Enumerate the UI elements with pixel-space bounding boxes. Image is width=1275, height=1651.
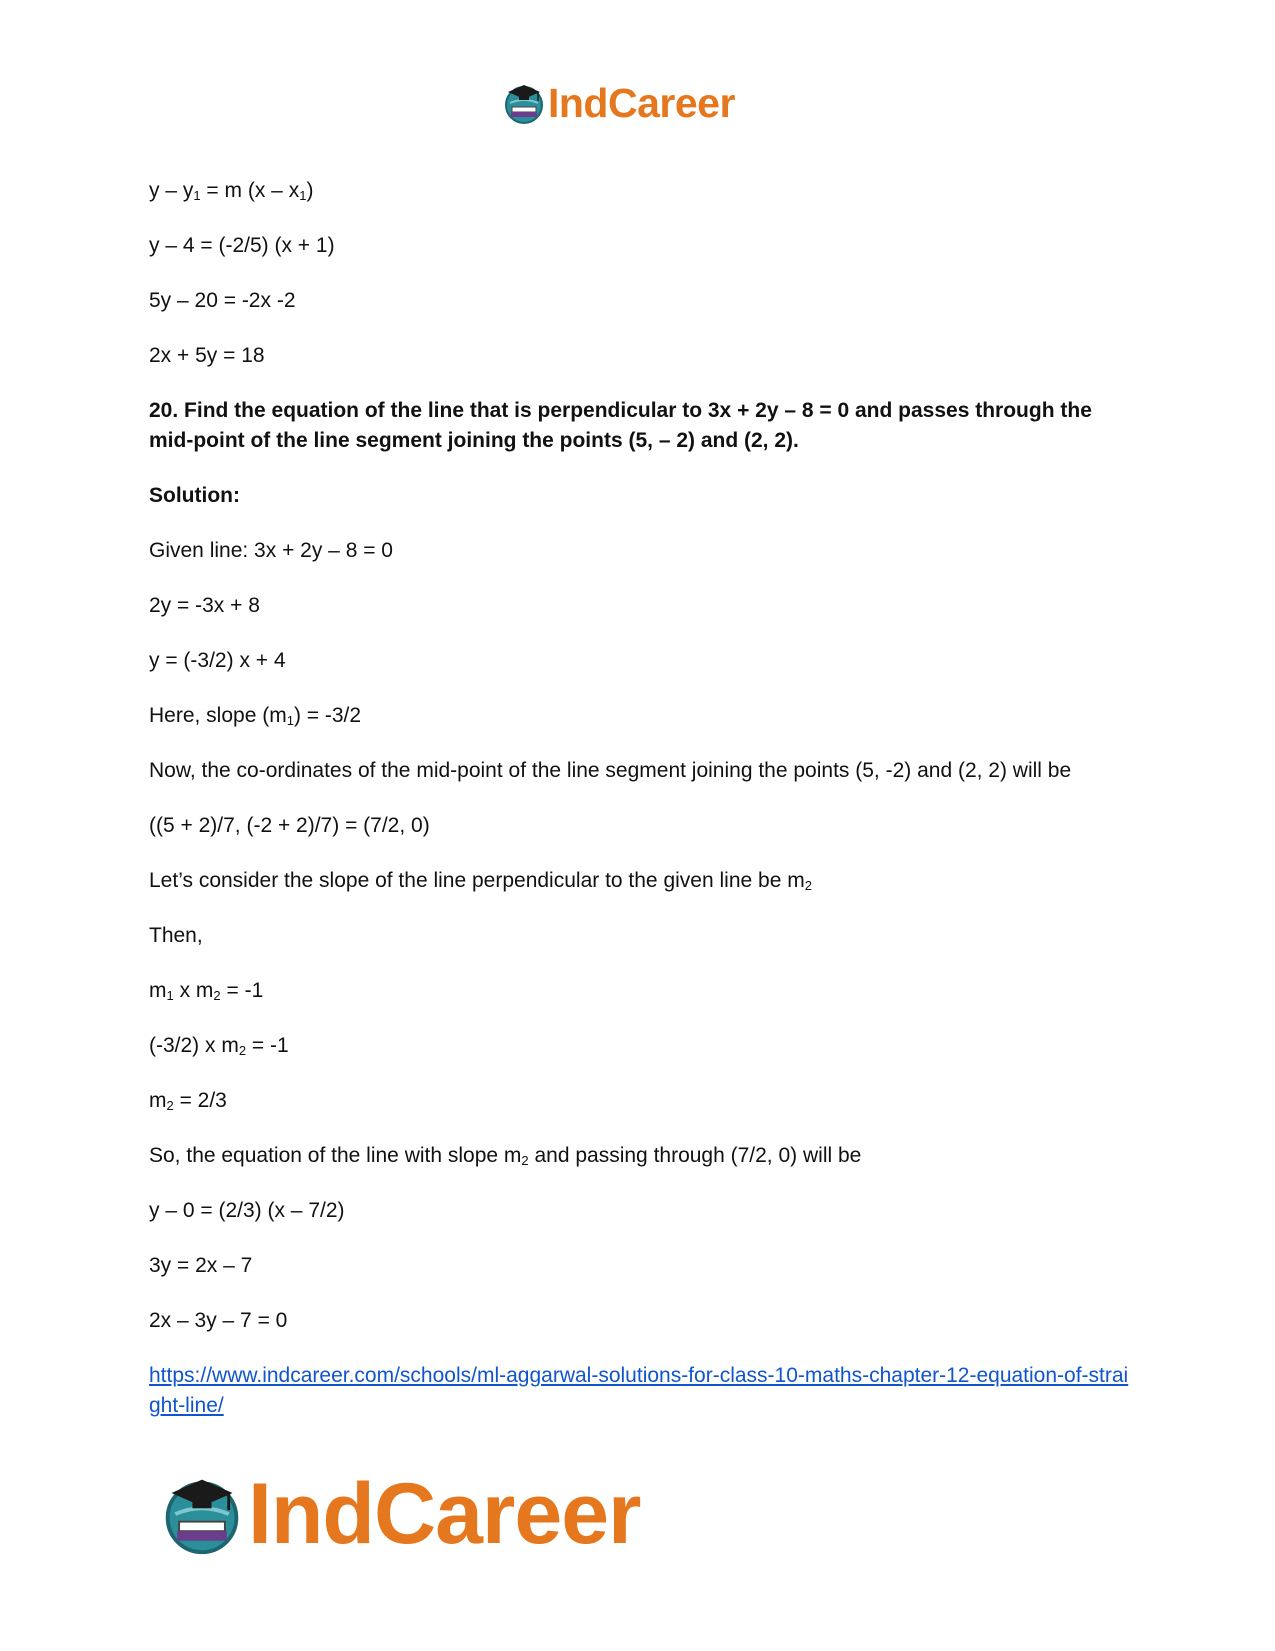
equation-line: 3y = 2x – 7	[149, 1254, 253, 1277]
equation-line: ((5 + 2)/7, (-2 + 2)/7) = (7/2, 0)	[149, 814, 430, 837]
globe-graduation-cap-book-icon	[160, 1472, 244, 1556]
equation-line: Here, slope $(m_1) = -3/2$	[149, 704, 362, 728]
solution-label: Solution:	[149, 484, 240, 507]
equation-line: y = (-3/2) x + 4	[149, 649, 286, 672]
equation-line: $m_2 = 2/3$	[149, 1089, 227, 1113]
question-text: 20. Find the equation of the line that is perpendicular to 3x + 2y – 8 = 0 and passes through the mid-point of the line segment joining the points (5, – 2) and (2, 2).	[149, 399, 1092, 452]
source-link[interactable]: https://www.indcareer.com/schools/ml-aggarwal-solutions-for-class-10-maths-chapter-12-equation-of-straight-line/	[149, 1364, 1129, 1417]
equation-line: 2y = -3x + 8	[149, 594, 260, 617]
equation-line: y – 0 = (2/3) (x – 7/2)	[149, 1199, 345, 1222]
header-logo	[502, 78, 735, 128]
equation-line: $m_1$ x $m_2 = -1$	[149, 979, 264, 1003]
explanation-text: So, the equation of the line with slope $m_2$ and passing through (7/2, 0) will be	[149, 1144, 862, 1168]
explanation-text: Let’s consider the slope of the line perpendicular to the given line be $m_2$	[149, 869, 812, 893]
equation-line: (-3/2) x $m_2 = -1$	[149, 1034, 289, 1058]
source-link-paragraph	[149, 1361, 1129, 1421]
equation-line: 5y – 20 = -2x -2	[149, 289, 296, 312]
document-body	[149, 176, 1129, 1446]
equation-line: 2x + 5y = 18	[149, 344, 265, 367]
footer-logo-text: IndCareer	[248, 1465, 641, 1562]
explanation-text: Then,	[149, 924, 203, 947]
equation-line: Given line: 3x + 2y – 8 = 0	[149, 539, 393, 562]
header-logo-text: IndCareer	[548, 79, 735, 126]
footer-logo	[160, 1466, 641, 1562]
equation-line: y – 4 = (-2/5) (x + 1)	[149, 234, 335, 257]
explanation-text: Now, the co-ordinates of the mid-point of the line segment joining the points (5, -2) and (2, 2) will be	[149, 759, 1072, 782]
equation-line: $y - y_1 = m$ $(x - x_1)$	[149, 179, 314, 203]
globe-graduation-cap-book-icon	[502, 81, 546, 125]
equation-line: 2x – 3y – 7 = 0	[149, 1309, 288, 1332]
